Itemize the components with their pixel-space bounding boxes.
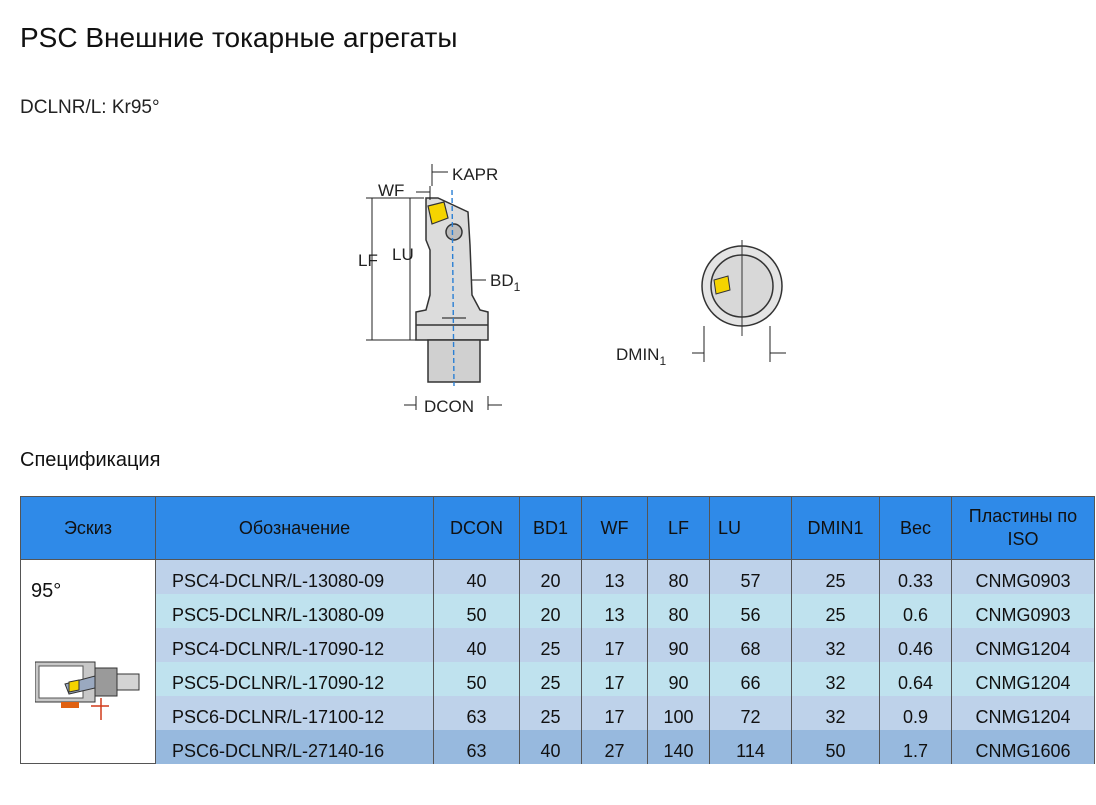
cell-lu: 57 [710, 560, 792, 594]
cell-bd1: 20 [520, 594, 582, 628]
spec-table [20, 496, 1095, 764]
cell-dmin1: 32 [792, 696, 880, 730]
cell-weight: 0.46 [880, 628, 952, 662]
label-dmin-main: DMIN [616, 345, 660, 364]
cell-weight: 0.64 [880, 662, 952, 696]
cell-dcon: 50 [434, 662, 520, 696]
table-row [21, 696, 1095, 730]
header-lf: LF [648, 497, 710, 560]
sketch-angle: 95° [31, 580, 62, 602]
cell-lf: 90 [648, 628, 710, 662]
table-row [21, 560, 1095, 594]
cell-wf: 17 [582, 696, 648, 730]
label-bd-main: BD [490, 271, 514, 290]
cell-dmin1: 50 [792, 730, 880, 764]
cell-code: PSC6-DCLNR/L-17100-12 [156, 696, 434, 730]
cell-bd1: 25 [520, 696, 582, 730]
cell-wf: 13 [582, 560, 648, 594]
cell-lu: 114 [710, 730, 792, 764]
cell-dmin1: 25 [792, 594, 880, 628]
sketch-cell [21, 560, 156, 764]
cell-code: PSC5-DCLNR/L-17090-12 [156, 662, 434, 696]
header-bd1: BD1 [520, 497, 582, 560]
cell-dcon: 40 [434, 628, 520, 662]
header-wf: WF [582, 497, 648, 560]
table-row [21, 730, 1095, 764]
header-lu: LU [710, 497, 792, 560]
cell-dcon: 40 [434, 560, 520, 594]
header-iso-line1: Пластины по [968, 506, 1078, 526]
cell-iso: CNMG1204 [952, 696, 1095, 730]
cell-wf: 17 [582, 628, 648, 662]
table-row [21, 628, 1095, 662]
header-iso [952, 497, 1095, 560]
cell-bd1: 40 [520, 730, 582, 764]
cell-wf: 17 [582, 662, 648, 696]
cell-code: PSC5-DCLNR/L-13080-09 [156, 594, 434, 628]
label-dmin [616, 345, 666, 368]
header-sketch: Эскиз [21, 497, 156, 560]
tool-dimension-drawing [320, 150, 820, 430]
table-row [21, 662, 1095, 696]
table-row [21, 594, 1095, 628]
cell-dmin1: 25 [792, 560, 880, 594]
cell-wf: 13 [582, 594, 648, 628]
cell-dmin1: 32 [792, 628, 880, 662]
cell-dcon: 63 [434, 696, 520, 730]
cell-weight: 1.7 [880, 730, 952, 764]
cell-lu: 68 [710, 628, 792, 662]
cell-weight: 0.9 [880, 696, 952, 730]
table-header-row [21, 497, 1095, 560]
header-dmin1: DMIN1 [792, 497, 880, 560]
sketch-icon [35, 654, 147, 724]
cell-lf: 100 [648, 696, 710, 730]
cell-bd1: 25 [520, 662, 582, 696]
cell-weight: 0.6 [880, 594, 952, 628]
cell-code: PSC6-DCLNR/L-27140-16 [156, 730, 434, 764]
cell-lf: 80 [648, 594, 710, 628]
header-weight: Вес [880, 497, 952, 560]
cell-weight: 0.33 [880, 560, 952, 594]
label-dmin-sub: 1 [659, 354, 667, 368]
cell-iso: CNMG0903 [952, 594, 1095, 628]
cell-code: PSC4-DCLNR/L-13080-09 [156, 560, 434, 594]
cell-lu: 66 [710, 662, 792, 696]
cell-lf: 80 [648, 560, 710, 594]
cell-iso: CNMG0903 [952, 560, 1095, 594]
cell-lu: 56 [710, 594, 792, 628]
cell-bd1: 25 [520, 628, 582, 662]
cell-iso: CNMG1204 [952, 628, 1095, 662]
cell-wf: 27 [582, 730, 648, 764]
label-lu: LU [392, 245, 414, 264]
label-lf: LF [358, 251, 378, 270]
cell-bd1: 20 [520, 560, 582, 594]
cell-dmin1: 32 [792, 662, 880, 696]
header-dcon: DCON [434, 497, 520, 560]
cell-lf: 90 [648, 662, 710, 696]
header-code: Обозначение [156, 497, 434, 560]
cell-iso: CNMG1606 [952, 730, 1095, 764]
spec-heading: Спецификация [20, 449, 161, 471]
label-kapr: KAPR [452, 165, 499, 184]
cell-dcon: 63 [434, 730, 520, 764]
label-wf: WF [378, 181, 405, 200]
cell-lu: 72 [710, 696, 792, 730]
label-bd-sub: 1 [513, 280, 521, 294]
page-title: PSC Внешние токарные агрегаты [20, 22, 458, 53]
cell-dcon: 50 [434, 594, 520, 628]
cell-code: PSC4-DCLNR/L-17090-12 [156, 628, 434, 662]
tool-end-view [702, 240, 782, 336]
page-subtitle: DCLNR/L: Kr95° [20, 97, 160, 118]
cell-lf: 140 [648, 730, 710, 764]
cell-iso: CNMG1204 [952, 662, 1095, 696]
label-dcon: DCON [424, 397, 475, 416]
header-iso-line2: ISO [1007, 529, 1039, 549]
label-bd [490, 271, 521, 294]
